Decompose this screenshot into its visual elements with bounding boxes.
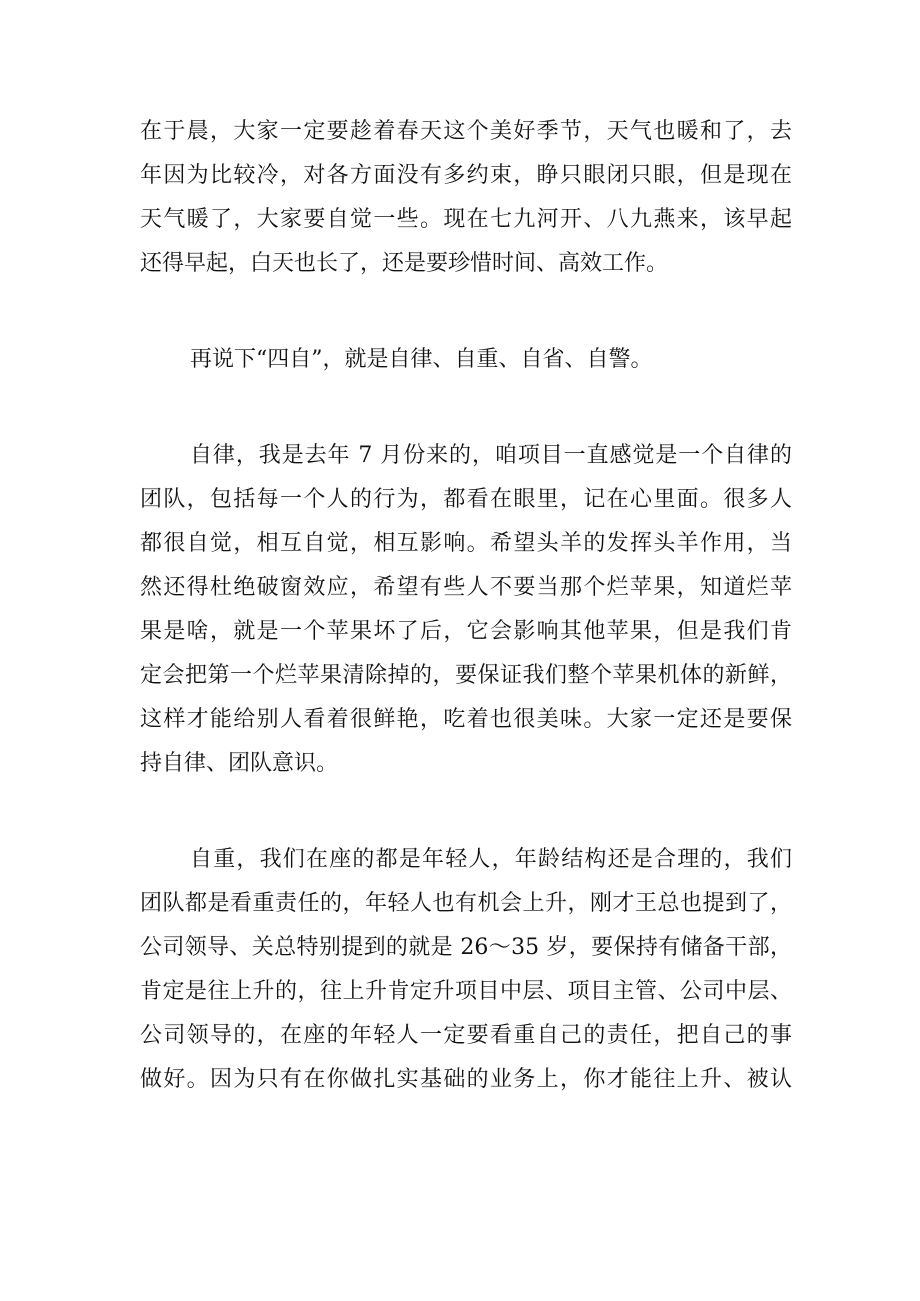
text-line: 然还得杜绝破窗效应，希望有些人不要当那个烂苹果，知道烂苹	[140, 575, 792, 600]
document-body	[140, 110, 792, 1102]
paragraph-gap	[140, 382, 792, 434]
text-line: 果是啥，就是一个苹果坏了后，它会影响其他苹果，但是我们肯	[140, 619, 792, 644]
text-line: 公司领导、关总特别提到的就是 26～35 岁，要保持有储备干部，	[140, 935, 792, 960]
text-line: 自律，我是去年 7 月份来的，咱项目一直感觉是一个自律的	[190, 443, 792, 468]
text-line: 年因为比较冷，对各方面没有多约束，睁只眼闭只眼，但是现在	[140, 163, 792, 188]
paragraph-gap	[140, 286, 792, 338]
text-line: 还得早起，白天也长了，还是要珍惜时间、高效工作。	[140, 251, 669, 276]
text-line: 这样才能给别人看着很鲜艳，吃着也很美味。大家一定还是要保	[140, 707, 792, 732]
paragraph-self-discipline	[140, 434, 792, 786]
text-line: 肯定是往上升的，往上升肯定升项目中层、项目主管、公司中层、	[140, 979, 792, 1004]
paragraph-spring-discipline	[140, 110, 792, 286]
text-line: 再说下“四自”，就是自律、自重、自省、自警。	[190, 347, 653, 372]
text-line: 团队都是看重责任的，年轻人也有机会上升，刚才王总也提到了，	[140, 891, 792, 916]
text-line: 在于晨，大家一定要趁着春天这个美好季节，天气也暖和了，去	[140, 119, 792, 144]
text-line: 天气暖了，大家要自觉一些。现在七九河开、八九燕来，该早起	[140, 207, 792, 232]
paragraph-self-respect	[140, 838, 792, 1102]
text-line: 做好。因为只有在你做扎实基础的业务上，你才能往上升、被认	[140, 1067, 792, 1092]
paragraph-gap	[140, 786, 792, 838]
text-line: 都很自觉，相互自觉，相互影响。希望头羊的发挥头羊作用，当	[140, 531, 792, 556]
paragraph-four-selves	[140, 338, 792, 382]
text-line: 定会把第一个烂苹果清除掉的，要保证我们整个苹果机体的新鲜，	[140, 663, 792, 688]
text-line: 自重，我们在座的都是年轻人，年龄结构还是合理的，我们	[190, 847, 792, 872]
text-line: 持自律、团队意识。	[140, 751, 339, 776]
text-line: 公司领导的，在座的年轻人一定要看重自己的责任，把自己的事	[140, 1023, 792, 1048]
text-line: 团队，包括每一个人的行为，都看在眼里，记在心里面。很多人	[140, 487, 792, 512]
